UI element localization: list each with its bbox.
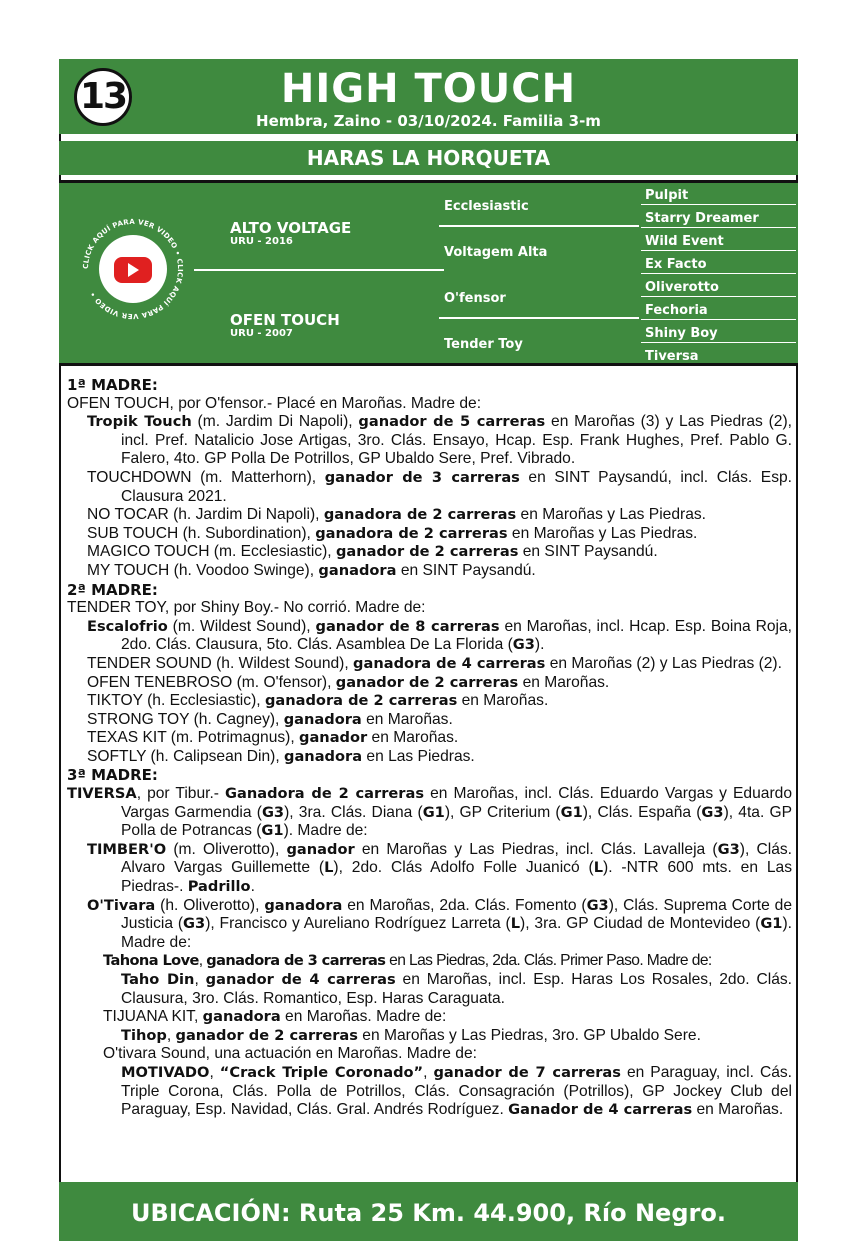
offspring-entry: STRONG TOY (h. Cagney), ganadora en Maroñas.	[87, 710, 453, 728]
offspring-entry: MAGICO TOUCH (m. Ecclesiastic), ganador de 2 carreras en SINT Paysandú.	[87, 543, 658, 561]
section-title: 1ª MADRE:	[67, 376, 158, 394]
offspring-entry: TENDER SOUND (h. Wildest Sound), ganadora de 4 carreras en Maroñas (2) y Las Piedras (2).	[87, 654, 782, 672]
great-grandparent: Pulpit	[645, 188, 689, 203]
offspring-entry: O'tivara Sound, una actuación en Maroñas. Madre de:	[103, 1045, 477, 1063]
offspring-entry: Taho Din, ganador de 4 carreras en Maroñas, incl. Esp. Haras Los Rosales, 2do. Clás. Clausura, 3ro. Clás. Romantico, Esp. Haras Caraguata.	[121, 971, 792, 1007]
location-footer: UBICACIÓN: Ruta 25 Km. 44.900, Río Negro.	[59, 1182, 798, 1241]
divider	[641, 273, 796, 274]
great-grandparent: Wild Event	[645, 234, 724, 249]
divider	[641, 227, 796, 228]
sire-info: URU - 2016	[230, 236, 293, 247]
video-badge-text: CLICK AQUÍ PARA VER VIDEO • CLICK AQUÍ PARA VER VIDEO •	[81, 217, 185, 321]
great-grandparent: Starry Dreamer	[645, 211, 759, 226]
offspring-entry: TIJUANA KIT, ganadora en Maroñas. Madre de:	[103, 1008, 447, 1026]
offspring-entry: MOTIVADO, “Crack Triple Coronado”, ganador de 7 carreras en Paraguay, incl. Cás. Triple Corona, Clás. Polla de Potrillos, Clás. Consagración (Potrillos), GP Jockey Club del Paraguay, Esp. Navidad, Clás. Gral. Andrés Rodríguez. Ganador de 4 carreras en Maroñas.	[121, 1063, 793, 1119]
offspring-entry: Tihop, ganador de 2 carreras en Maroñas y Las Piedras, 3ro. GP Ubaldo Sere.	[121, 1026, 701, 1044]
dam-name: OFEN TOUCH	[230, 311, 340, 329]
divider	[641, 342, 796, 343]
offspring-entry: TIKTOY (h. Ecclesiastic), ganadora de 2 carreras en Maroñas.	[87, 692, 549, 710]
grandparent: Ecclesiastic	[444, 199, 529, 214]
lot-number-badge: 13	[74, 68, 132, 126]
offspring-entry: Escalofrio (m. Wildest Sound), ganador de 8 carreras en Maroñas, incl. Hcap. Esp. Boina Roja, 2do. Clás. Clausura, 5to. Clás. Asamblea De La Florida (G3).	[87, 617, 792, 654]
divider	[641, 204, 796, 205]
grandparent: Voltagem Alta	[444, 245, 548, 260]
offspring-entry: Tahona Love, ganadora de 3 carreras en Las Piedras, 2da. Clás. Primer Paso. Madre de:	[103, 952, 712, 970]
dam-intro: OFEN TOUCH, por O'fensor.- Placé en Maroñas. Madre de:	[67, 394, 482, 412]
offspring-entry: TOUCHDOWN (m. Matterhorn), ganador de 3 carreras en SINT Paysandú, incl. Clás. Esp. Clausura 2021.	[87, 468, 793, 505]
great-grandparent: Fechoria	[645, 303, 708, 318]
farm-name: HARAS LA HORQUETA	[59, 141, 798, 175]
offspring-entry: MY TOUCH (h. Voodoo Swinge), ganadora en SINT Paysandú.	[87, 561, 536, 579]
youtube-play-icon[interactable]	[114, 257, 152, 283]
divider	[194, 269, 444, 271]
offspring-entry: SOFTLY (h. Calipsean Din), ganadora en Las Piedras.	[87, 747, 475, 765]
section-title: 2ª MADRE:	[67, 580, 158, 599]
great-grandparent: Oliverotto	[645, 280, 719, 295]
dam-info: URU - 2007	[230, 328, 293, 339]
content-body	[67, 376, 792, 1120]
offspring-entry: TEXAS KIT (m. Potrimagnus), ganador en Maroñas.	[87, 729, 459, 747]
offspring-entry: O'Tivara (h. Oliverotto), ganadora en Maroñas, 2da. Clás. Fomento (G3), Clás. Suprema Corte de Justicia (G3), Francisco y Aureliano Rodríguez Larreta (L), 3ra. GP Ciudad de Montevideo (G1). Madre de:	[87, 896, 793, 951]
divider	[641, 319, 796, 320]
horse-name: HIGH TOUCH	[280, 66, 577, 112]
divider	[641, 296, 796, 297]
divider	[439, 317, 639, 319]
video-link-badge[interactable]	[78, 214, 188, 324]
great-grandparent: Ex Facto	[645, 257, 707, 272]
divider	[439, 225, 639, 227]
horse-subtitle: Hembra, Zaino - 03/10/2024. Familia 3-m	[256, 112, 601, 130]
dam-intro: TIVERSA, por Tibur.- Ganadora de 2 carreras en Maroñas, incl. Clás. Eduardo Vargas y Eduardo Vargas Garmendia (G3), 3ra. Clás. Diana (G1), GP Criterium (G1), Clás. España (G3), 4ta. GP Polla de Potrancas (G1). Madre de:	[67, 785, 792, 840]
grandparent: Tender Toy	[444, 337, 523, 352]
offspring-entry: TIMBER'O (m. Oliverotto), ganador en Maroñas y Las Piedras, incl. Clás. Lavalleja (G3), Clás. Alvaro Vargas Guillemette (L), 2do. Clás Adolfo Folle Juanicó (L). -NTR 600 mts. en Las Piedras-. Padrillo.	[87, 840, 792, 896]
grandparent: O'fensor	[444, 291, 506, 306]
offspring-entry: OFEN TENEBROSO (m. O'fensor), ganador de 2 carreras en Maroñas.	[87, 673, 610, 691]
divider	[641, 250, 796, 251]
great-grandparent: Shiny Boy	[645, 326, 718, 341]
section-title: 3ª MADRE:	[67, 766, 158, 785]
dam-intro: TENDER TOY, por Shiny Boy.- No corrió. Madre de:	[67, 599, 426, 617]
sire-name: ALTO VOLTAGE	[230, 219, 352, 237]
offspring-entry: NO TOCAR (h. Jardim Di Napoli), ganadora de 2 carreras en Maroñas y Las Piedras.	[87, 506, 707, 524]
great-grandparent: Tiversa	[645, 349, 699, 364]
offspring-entry: Tropik Touch (m. Jardim Di Napoli), ganador de 5 carreras en Maroñas (3) y Las Piedras (2), incl. Pref. Natalicio Jose Artigas, 3ro. Clás. Ensayo, Hcap. Esp. Frank Hughes, Pref. Pablo G. Falero, 4to. GP Polla De Potrillos, GP Ubaldo Sere, Pref. Vibrado.	[87, 413, 793, 468]
offspring-entry: SUB TOUCH (h. Subordination), ganadora de 2 carreras en Maroñas y Las Piedras.	[87, 524, 698, 542]
